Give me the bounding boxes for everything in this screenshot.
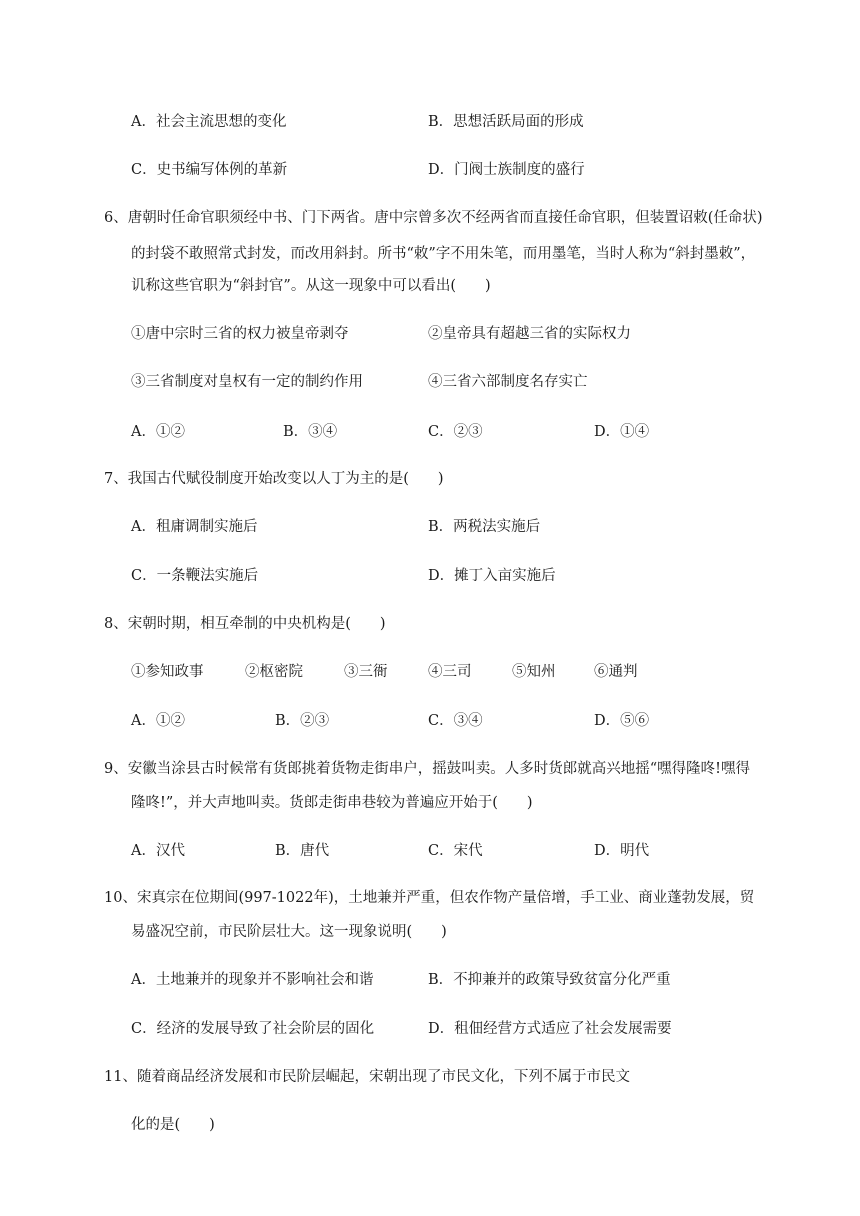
q7-option-c: C．一条鞭法实施后 xyxy=(131,568,259,584)
q9-stem-line-2: 隆咚!”，并大声地叫卖。货郎走街串巷较为普遍应开始于( ) xyxy=(131,795,533,811)
q9-option-a: A．汉代 xyxy=(131,843,185,859)
option-b: B．思想活跃局面的形成 xyxy=(428,114,584,130)
q9-option-d: D．明代 xyxy=(594,843,650,859)
q11-stem-line-1: 11、随着商品经济发展和市民阶层崛起，宋朝出现了市民文化，下列不属于市民文 xyxy=(104,1069,630,1085)
q8-statement-3: ③三衙 xyxy=(344,664,388,680)
q8-statement-1: ①参知政事 xyxy=(131,664,204,680)
q10-option-c: C．经济的发展导致了社会阶层的固化 xyxy=(131,1021,375,1037)
q6-statement-4: ④三省六部制度名存实亡 xyxy=(428,374,588,390)
option-d: D．门阀士族制度的盛行 xyxy=(428,162,585,178)
q8-option-a: A．①② xyxy=(131,713,185,729)
q9-stem-line-1: 9、安徽当涂县古时候常有货郎挑着货物走街串户，摇鼓叫卖。人多时货郎就高兴地摇“嘿得隆咚!嘿得 xyxy=(104,761,750,777)
q10-option-a: A．土地兼并的现象并不影响社会和谐 xyxy=(131,972,374,988)
q6-stem-line-3: 讥称这些官职为“斜封官”。从这一现象中可以看出( ) xyxy=(131,278,491,294)
q7-stem: 7、我国古代赋役制度开始改变以人丁为主的是( ) xyxy=(104,471,444,487)
q6-option-d: D．①④ xyxy=(594,424,650,440)
q8-statement-2: ②枢密院 xyxy=(245,664,303,680)
q8-statement-5: ⑤知州 xyxy=(512,664,556,680)
q7-option-a: A．租庸调制实施后 xyxy=(131,519,258,535)
option-a: A．社会主流思想的变化 xyxy=(131,114,287,130)
q8-statement-6: ⑥通判 xyxy=(594,664,638,680)
option-c: C．史书编写体例的革新 xyxy=(131,162,288,178)
q6-statement-1: ①唐中宗时三省的权力被皇帝剥夺 xyxy=(131,326,349,342)
q9-option-c: C．宋代 xyxy=(428,843,483,859)
q10-option-b: B．不抑兼并的政策导致贫富分化严重 xyxy=(428,972,671,988)
q10-stem-line-2: 易盛况空前，市民阶层壮大。这一现象说明( ) xyxy=(131,924,447,940)
q6-statement-3: ③三省制度对皇权有一定的制约作用 xyxy=(131,374,363,390)
q8-option-d: D．⑤⑥ xyxy=(594,713,650,729)
q6-option-a: A．①② xyxy=(131,424,185,440)
q6-stem-line-1: 6、唐朝时任命官职须经中书、门下两省。唐中宗曾多次不经两省而直接任命官职，但装置诏敕(任命状) xyxy=(104,210,763,226)
q11-stem-line-2: 化的是( ) xyxy=(131,1117,215,1133)
q7-option-d: D．摊丁入亩实施后 xyxy=(428,568,556,584)
q8-option-b: B．②③ xyxy=(275,713,330,729)
q8-stem: 8、宋朝时期，相互牵制的中央机构是( ) xyxy=(104,616,386,632)
q6-stem-line-2: 的封袋不敢照常式封发，而改用斜封。所书“敕”字不用朱笔，而用墨笔，当时人称为“斜封墨敕”， xyxy=(131,246,756,262)
q6-option-c: C．②③ xyxy=(428,424,483,440)
q6-option-b: B．③④ xyxy=(283,424,338,440)
q8-statement-4: ④三司 xyxy=(428,664,472,680)
q10-stem-line-1: 10、宋真宗在位期间(997-1022年)，土地兼并严重，但农作物产量倍增，手工业、商业蓬勃发展，贸 xyxy=(104,890,755,906)
q8-option-c: C．③④ xyxy=(428,713,483,729)
q6-statement-2: ②皇帝具有超越三省的实际权力 xyxy=(428,326,631,342)
q9-option-b: B．唐代 xyxy=(275,843,330,859)
q7-option-b: B．两税法实施后 xyxy=(428,519,541,535)
q10-option-d: D．租佃经营方式适应了社会发展需要 xyxy=(428,1021,672,1037)
